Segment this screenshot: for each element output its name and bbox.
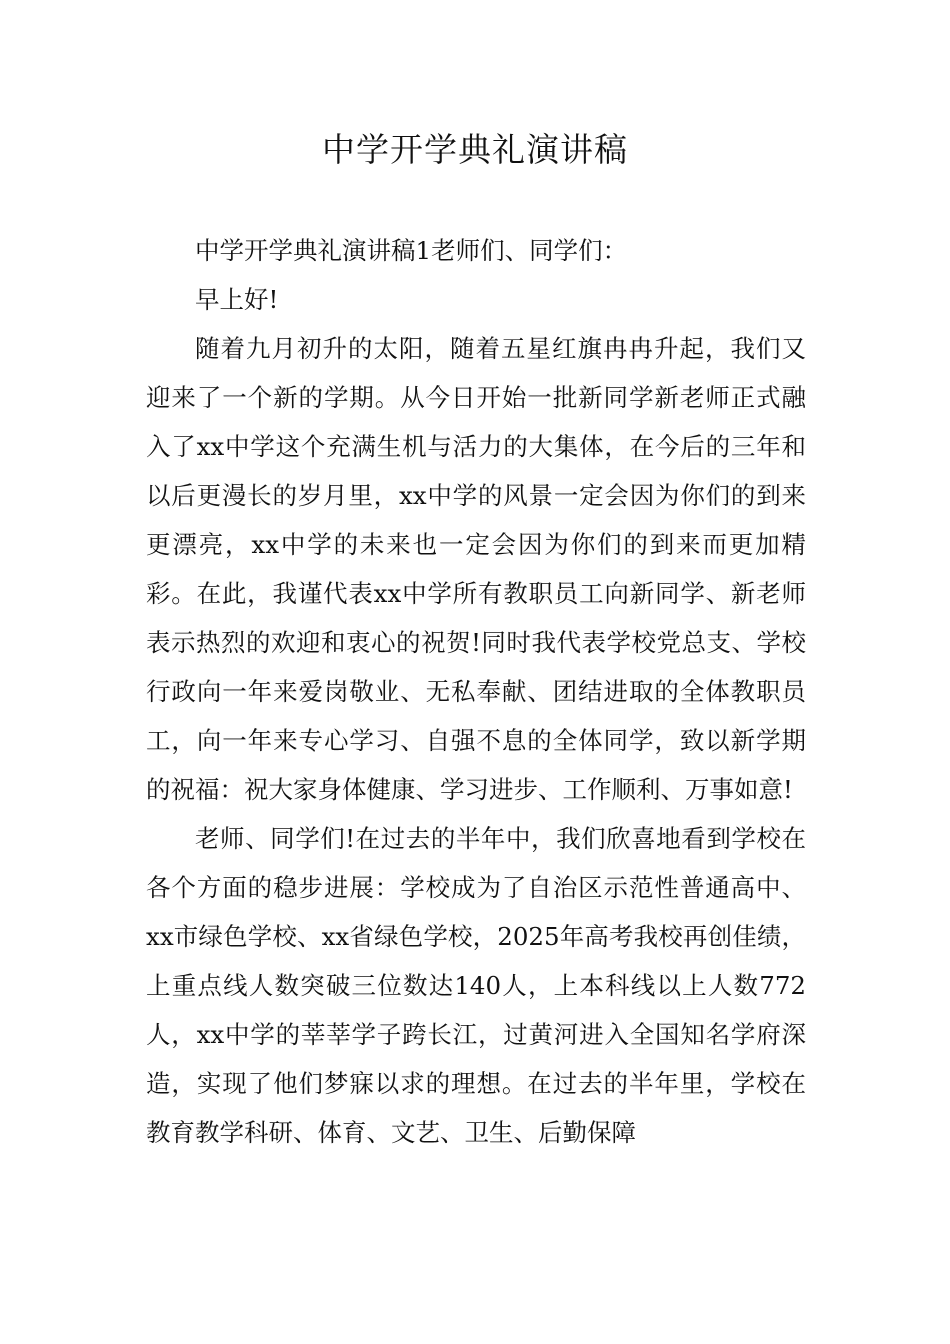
salutation-paragraph: 早上好! — [195, 285, 279, 314]
welcome-paragraph: 随着九月初升的太阳，随着五星红旗冉冉升起，我们又迎来了一个新的学期。从今日开始一批新同学新老师正式融入了xx中学这个充满生机与活力的大集体，在今后的三年和以后更漫长的岁月里，xx中学的风景一定会因为你们的到来更漂亮，xx中学的未来也一定会因为你们的到来而更加精彩。在此，我谨代表xx中学所有教职员工向新同学、新老师表示热烈的欢迎和衷心的祝贺!同时我代表学校党总支、学校行政向一年来爱岗敬业、无私奉献、团结进取的全体教职员工，向一年来专心学习、自强不息的全体同学，致以新学期的祝福：祝大家身体健康、学习进步、工作顺利、万事如意! — [146, 334, 806, 804]
greeting-paragraph: 中学开学典礼演讲稿1老师们、同学们： — [195, 236, 628, 265]
document-body — [146, 226, 806, 1157]
document-title: 中学开学典礼演讲稿 — [322, 130, 628, 169]
achievements-paragraph: 老师、同学们!在过去的半年中，我们欣喜地看到学校在各个方面的稳步进展：学校成为了自治区示范性普通高中、xx市绿色学校、xx省绿色学校，2025年高考我校再创佳绩，上重点线人数突破三位数达140人，上本科线以上人数772人，xx中学的莘莘学子跨长江，过黄河进入全国知名学府深造，实现了他们梦寐以求的理想。在过去的半年里，学校在教育教学科研、体育、文艺、卫生、后勤保障 — [146, 824, 806, 1147]
